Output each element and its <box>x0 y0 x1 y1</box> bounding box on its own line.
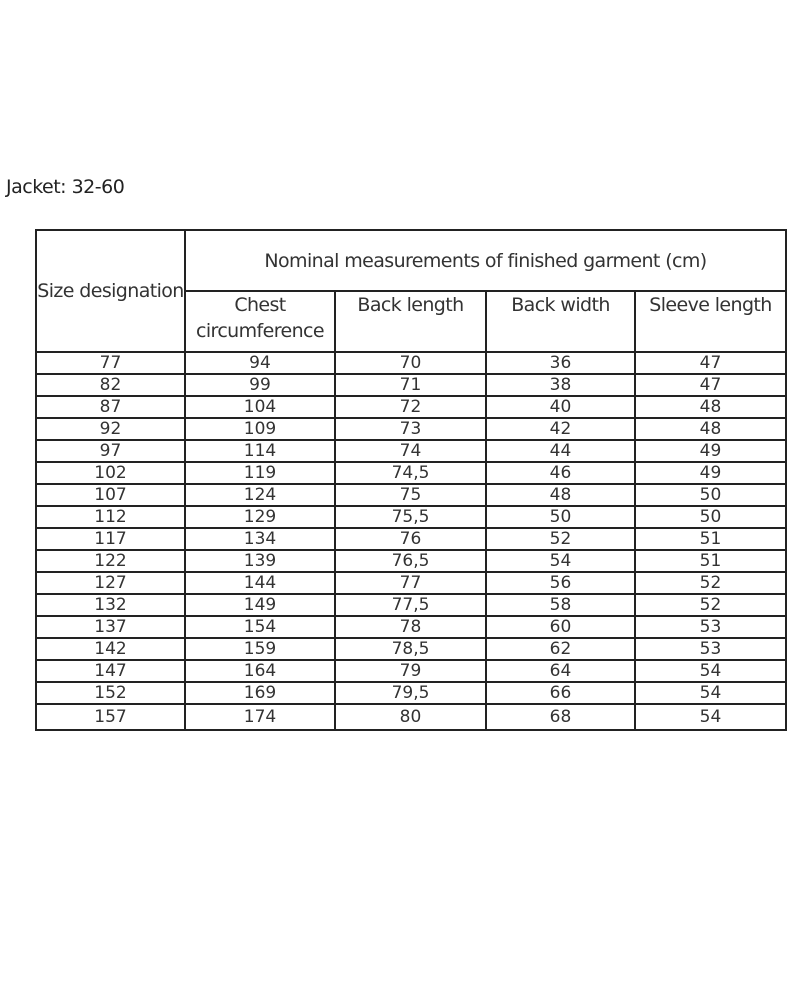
table-row <box>36 396 786 418</box>
cell-size: 112 <box>36 506 185 528</box>
cell-size: 157 <box>36 704 185 730</box>
cell-back-length: 79,5 <box>335 682 486 704</box>
cell-size: 77 <box>36 352 185 374</box>
cell-back-length: 77 <box>335 572 486 594</box>
size-chart-table <box>35 229 787 731</box>
column-header-back-length: Back length <box>335 291 486 352</box>
cell-back-length: 75,5 <box>335 506 486 528</box>
table-row <box>36 704 786 730</box>
cell-chest: 169 <box>185 682 335 704</box>
cell-chest: 124 <box>185 484 335 506</box>
cell-sleeve-length: 54 <box>635 660 786 682</box>
cell-size: 137 <box>36 616 185 638</box>
cell-chest: 144 <box>185 572 335 594</box>
table-row <box>36 440 786 462</box>
cell-back-length: 80 <box>335 704 486 730</box>
cell-back-width: 56 <box>486 572 635 594</box>
cell-chest: 174 <box>185 704 335 730</box>
cell-back-width: 62 <box>486 638 635 660</box>
cell-back-width: 38 <box>486 374 635 396</box>
cell-sleeve-length: 54 <box>635 704 786 730</box>
cell-back-width: 54 <box>486 550 635 572</box>
table-row <box>36 638 786 660</box>
table-row <box>36 616 786 638</box>
cell-back-length: 72 <box>335 396 486 418</box>
cell-back-length: 76 <box>335 528 486 550</box>
cell-back-width: 44 <box>486 440 635 462</box>
cell-back-length: 79 <box>335 660 486 682</box>
cell-chest: 119 <box>185 462 335 484</box>
cell-size: 82 <box>36 374 185 396</box>
cell-sleeve-length: 53 <box>635 638 786 660</box>
column-header-chest: Chest circumference <box>185 291 335 352</box>
cell-back-length: 76,5 <box>335 550 486 572</box>
cell-back-width: 68 <box>486 704 635 730</box>
cell-back-length: 73 <box>335 418 486 440</box>
cell-chest: 139 <box>185 550 335 572</box>
table-row <box>36 682 786 704</box>
cell-sleeve-length: 50 <box>635 506 786 528</box>
page-title: Jacket: 32-60 <box>6 176 125 198</box>
cell-back-width: 66 <box>486 682 635 704</box>
cell-chest: 99 <box>185 374 335 396</box>
cell-back-length: 77,5 <box>335 594 486 616</box>
table-row <box>36 506 786 528</box>
cell-size: 117 <box>36 528 185 550</box>
cell-back-width: 46 <box>486 462 635 484</box>
cell-back-width: 58 <box>486 594 635 616</box>
cell-chest: 129 <box>185 506 335 528</box>
cell-chest: 104 <box>185 396 335 418</box>
cell-back-width: 50 <box>486 506 635 528</box>
table-row <box>36 462 786 484</box>
cell-size: 122 <box>36 550 185 572</box>
table-row <box>36 660 786 682</box>
cell-back-length: 78,5 <box>335 638 486 660</box>
cell-sleeve-length: 47 <box>635 352 786 374</box>
cell-sleeve-length: 52 <box>635 572 786 594</box>
cell-chest: 114 <box>185 440 335 462</box>
cell-chest: 94 <box>185 352 335 374</box>
cell-size: 97 <box>36 440 185 462</box>
cell-sleeve-length: 49 <box>635 440 786 462</box>
cell-back-width: 40 <box>486 396 635 418</box>
table-row <box>36 374 786 396</box>
cell-chest: 164 <box>185 660 335 682</box>
cell-sleeve-length: 51 <box>635 528 786 550</box>
cell-sleeve-length: 53 <box>635 616 786 638</box>
cell-back-length: 70 <box>335 352 486 374</box>
cell-chest: 149 <box>185 594 335 616</box>
cell-back-width: 48 <box>486 484 635 506</box>
cell-back-width: 64 <box>486 660 635 682</box>
cell-sleeve-length: 49 <box>635 462 786 484</box>
cell-size: 147 <box>36 660 185 682</box>
cell-chest: 109 <box>185 418 335 440</box>
cell-sleeve-length: 50 <box>635 484 786 506</box>
size-designation-header: Size designation <box>36 230 185 352</box>
cell-sleeve-length: 51 <box>635 550 786 572</box>
table-row <box>36 550 786 572</box>
cell-back-length: 74,5 <box>335 462 486 484</box>
cell-size: 152 <box>36 682 185 704</box>
cell-chest: 154 <box>185 616 335 638</box>
cell-sleeve-length: 54 <box>635 682 786 704</box>
cell-size: 132 <box>36 594 185 616</box>
cell-size: 102 <box>36 462 185 484</box>
table-row <box>36 594 786 616</box>
table-row <box>36 572 786 594</box>
cell-sleeve-length: 48 <box>635 396 786 418</box>
cell-back-length: 78 <box>335 616 486 638</box>
cell-back-length: 74 <box>335 440 486 462</box>
table-row <box>36 352 786 374</box>
cell-size: 127 <box>36 572 185 594</box>
cell-sleeve-length: 48 <box>635 418 786 440</box>
cell-back-width: 42 <box>486 418 635 440</box>
cell-back-width: 36 <box>486 352 635 374</box>
cell-size: 87 <box>36 396 185 418</box>
cell-size: 92 <box>36 418 185 440</box>
cell-sleeve-length: 52 <box>635 594 786 616</box>
table-row <box>36 528 786 550</box>
nominal-measurements-header: Nominal measurements of finished garment (cm) <box>185 230 786 291</box>
cell-sleeve-length: 47 <box>635 374 786 396</box>
cell-back-width: 60 <box>486 616 635 638</box>
column-header-back-width: Back width <box>486 291 635 352</box>
cell-size: 142 <box>36 638 185 660</box>
cell-chest: 159 <box>185 638 335 660</box>
column-header-sleeve-length: Sleeve length <box>635 291 786 352</box>
cell-size: 107 <box>36 484 185 506</box>
cell-chest: 134 <box>185 528 335 550</box>
cell-back-length: 75 <box>335 484 486 506</box>
cell-back-width: 52 <box>486 528 635 550</box>
cell-back-length: 71 <box>335 374 486 396</box>
table-row <box>36 484 786 506</box>
table-row <box>36 418 786 440</box>
